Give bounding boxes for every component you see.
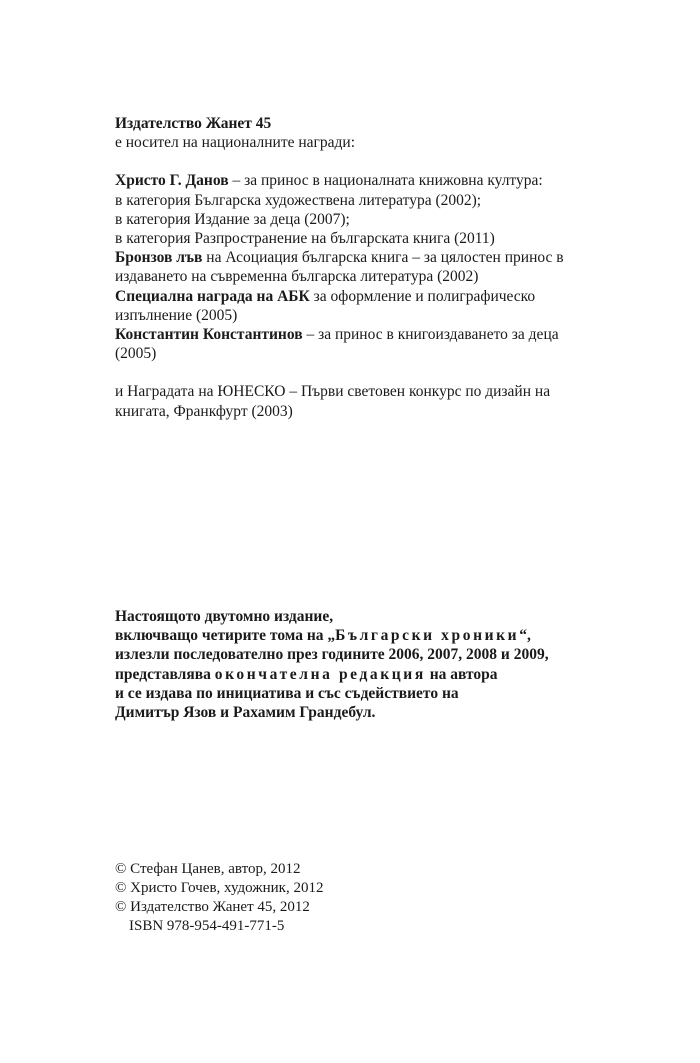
notice-line-2-start: включващо четирите тома на „ [115, 627, 336, 645]
award-special [115, 287, 605, 306]
awards-intro: е носител на националните награди: [115, 134, 356, 152]
book-title: Български хроники [335, 627, 520, 645]
notice-line-1: Настоящото двутомно издание, [115, 608, 334, 625]
award-bronze-text: на Асоциация българска книга – за цялостен принос в [202, 249, 564, 267]
notice-line-6: Димитър Язов и Рахамим Грандебул. [115, 704, 376, 722]
copyright-publisher: © Издателство Жанет 45, 2012 [115, 899, 310, 915]
award-unesco-continued: книгата, Франкфурт (2003) [115, 402, 293, 420]
award-konstantin-continued: (2005) [115, 345, 157, 363]
notice-line-4 [115, 665, 615, 684]
notice-line-5: и се издава по инициатива и със съдействието на [115, 684, 459, 702]
spacer [115, 152, 605, 171]
award-special-text: за оформление и полиграфическо [309, 287, 536, 305]
awards-section [115, 114, 605, 421]
final-edition-phrase: окончателна редакция [214, 665, 426, 683]
award-danov-category-2: в категория Издание за деца (2007); [115, 210, 350, 228]
award-danov-text: – за принос в националната книжовна култура: [228, 172, 543, 190]
notice-line-4-start: представлява [115, 665, 215, 683]
edition-notice [115, 607, 615, 722]
award-bronze-continued: издаването на съвременна българска литература (2002) [115, 268, 479, 286]
award-danov-category-1: в категория Българска художествена литература (2002); [115, 191, 482, 209]
award-bronze [115, 248, 605, 267]
notice-line-2-end: “, [519, 627, 531, 645]
award-special-continued: изпълнение (2005) [115, 306, 238, 324]
notice-line-4-end: на автора [425, 665, 498, 683]
award-danov-title: Христо Г. Данов [115, 172, 229, 190]
notice-line-3: излезли последователно през годините 2006, 2007, 2008 и 2009, [115, 646, 549, 664]
award-konstantin-title: Константин Константинов [115, 326, 303, 344]
copyright-author: © Стефан Цанев, автор, 2012 [115, 861, 301, 877]
award-danov-category-3: в категория Разпространение на българската книга (2011) [115, 230, 495, 248]
publisher-name: Издателство Жанет 45 [115, 115, 272, 132]
award-special-title: Специална награда на АБК [115, 287, 310, 305]
isbn: ISBN 978-954-491-771-5 [129, 918, 285, 934]
award-unesco: и Наградата на ЮНЕСКО – Първи световен конкурс по дизайн на [115, 383, 551, 401]
award-konstantin-text: – за принос в книгоиздаването за деца [302, 326, 559, 344]
award-danov [115, 171, 605, 190]
spacer [115, 363, 605, 382]
award-konstantin [115, 325, 605, 344]
award-bronze-title: Бронзов лъв [115, 249, 203, 267]
copyright-block [115, 860, 515, 936]
copyright-artist: © Христо Гочев, художник, 2012 [115, 880, 324, 896]
notice-line-2 [115, 626, 615, 645]
